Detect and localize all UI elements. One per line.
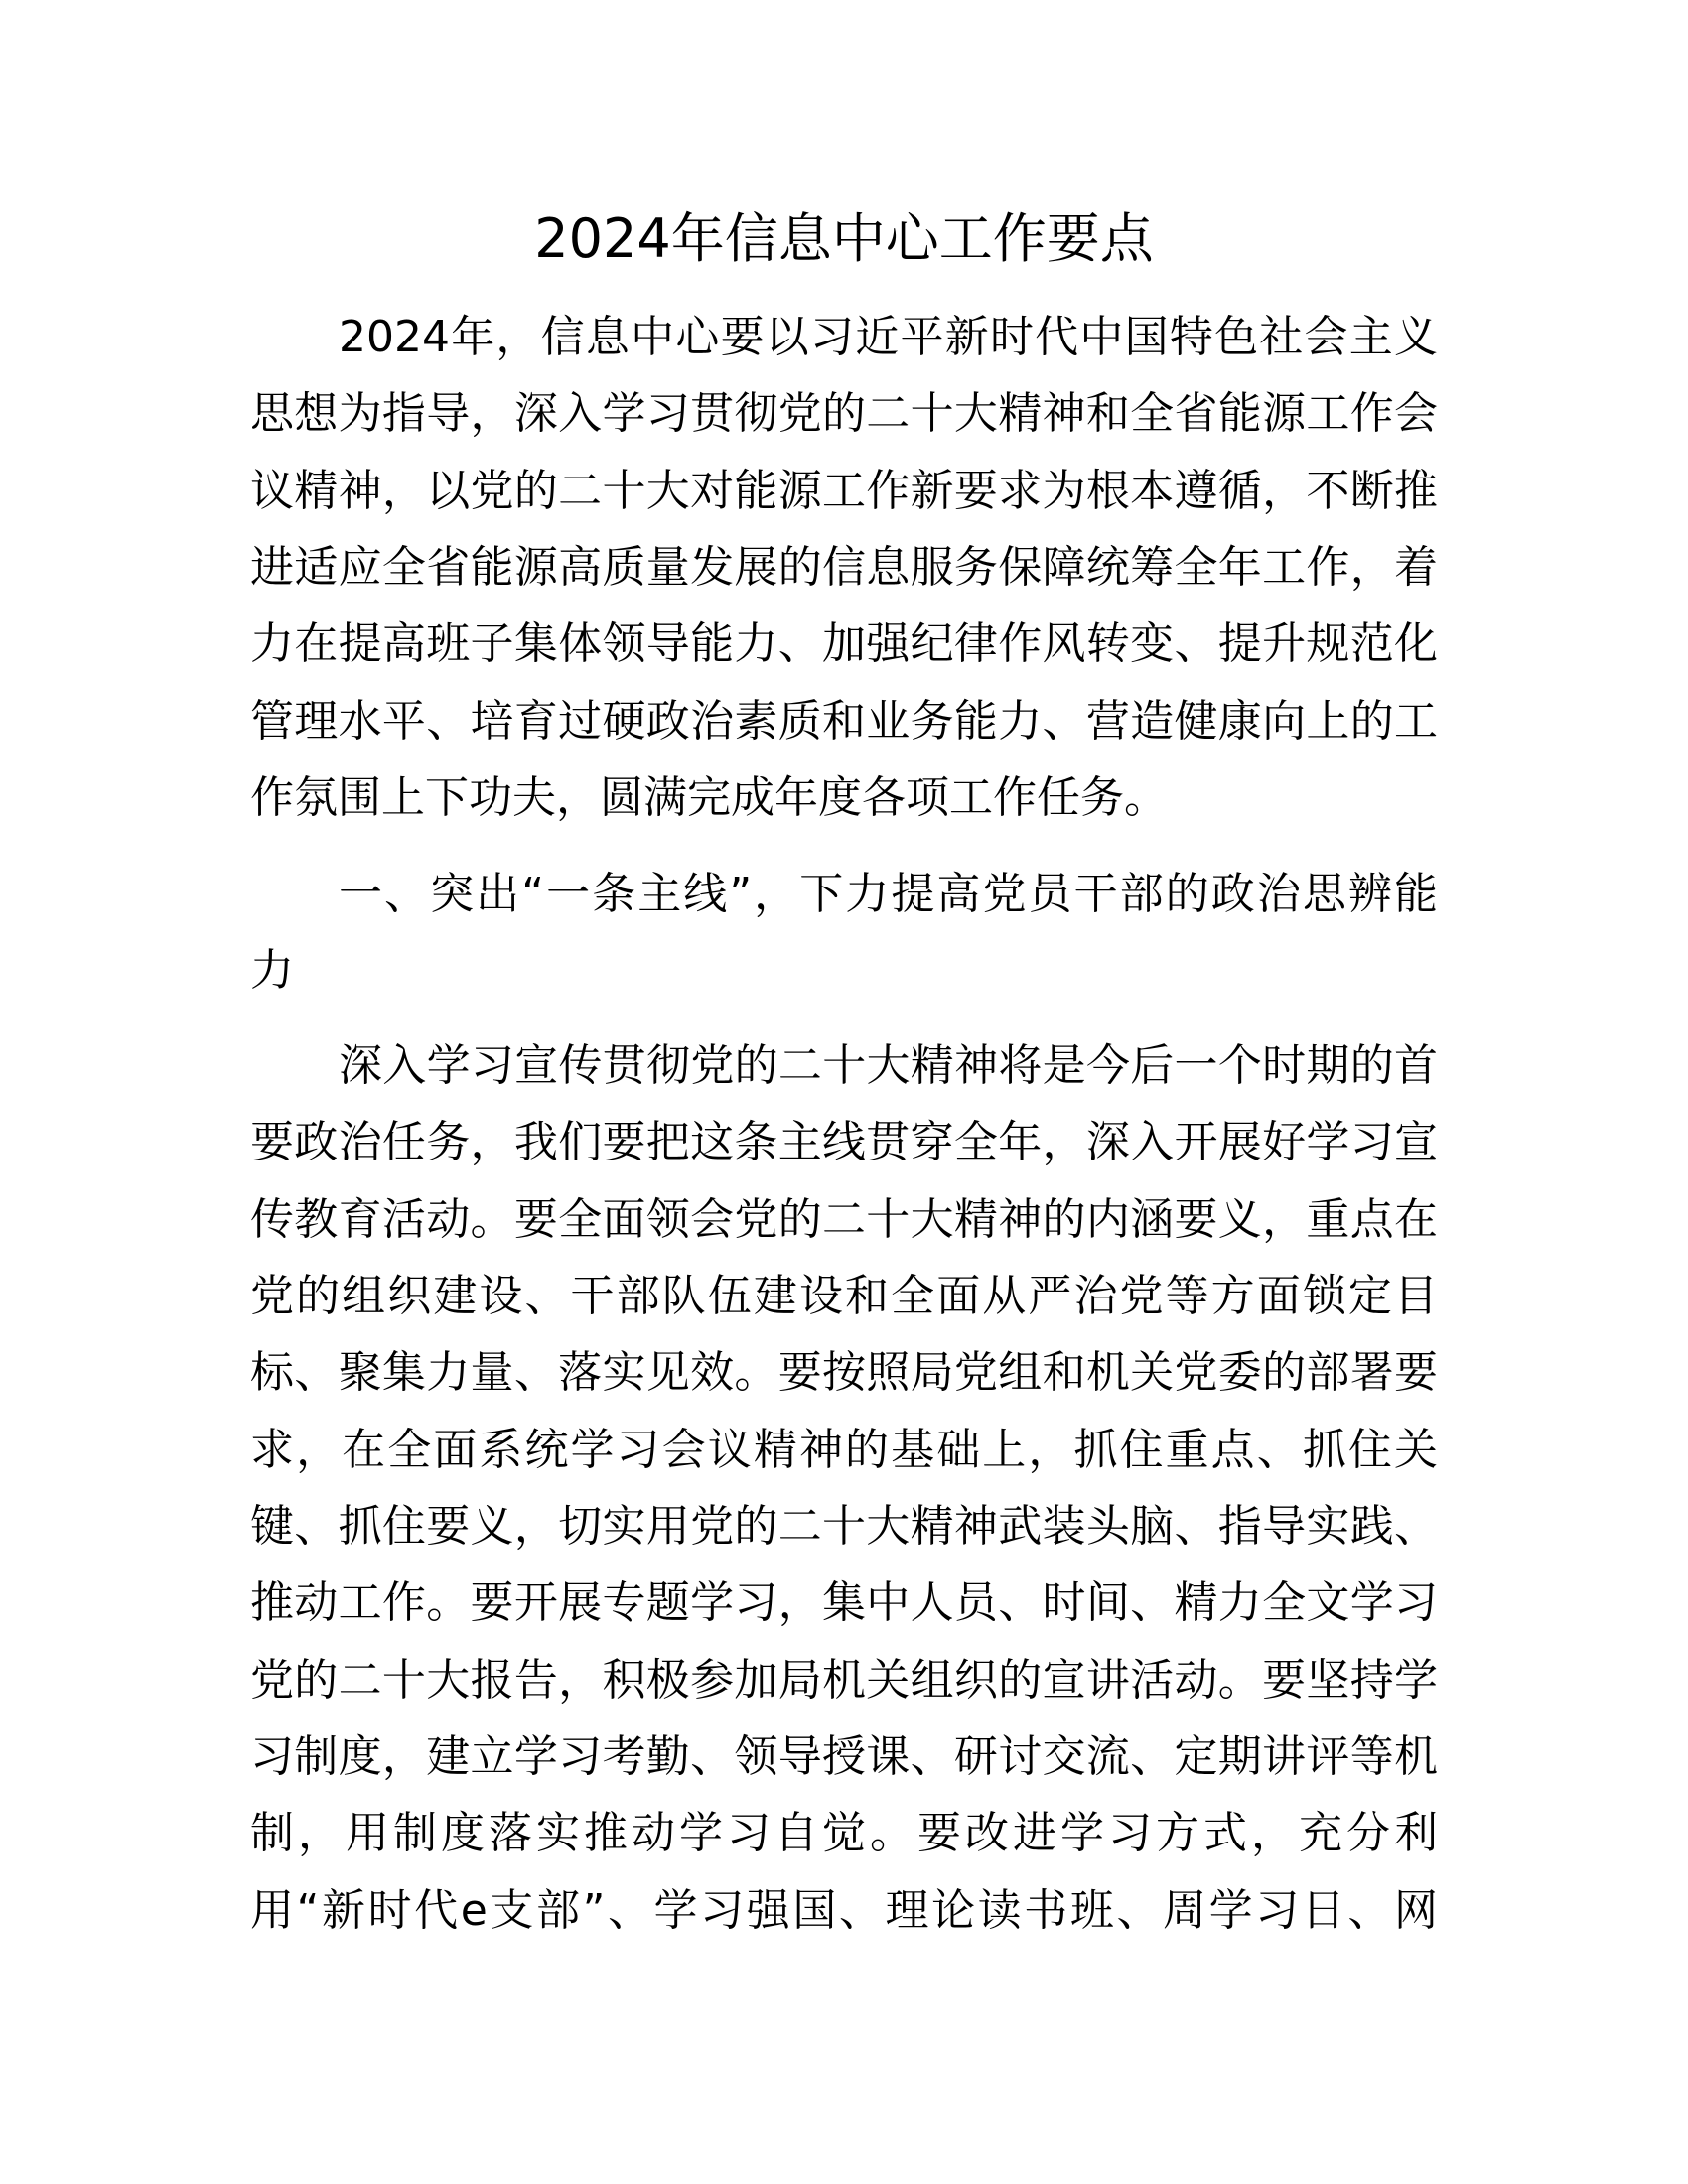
- document-title: 2024年信息中心工作要点: [534, 207, 1154, 270]
- paragraph-2-line-4: 党的组织建设、干部队伍建设和全面从严治党等方面锁定目: [250, 1271, 1438, 1321]
- paragraph-2-line-7: 键、抓住要义，切实用党的二十大精神武装头脑、指导实践、: [250, 1501, 1438, 1552]
- paragraph-2-line-11: 制，用制度落实推动学习自觉。要改进学习方式，充分利: [250, 1808, 1438, 1858]
- paragraph-2-line-12: 用“新时代e支部”、学习强国、理论读书班、周学习日、网: [250, 1885, 1438, 1936]
- paragraph-2-line-5: 标、聚集力量、落实见效。要按照局党组和机关党委的部署要: [250, 1347, 1438, 1398]
- paragraph-1-line-7: 作氛围上下功夫，圆满完成年度各项工作任务。: [250, 772, 1168, 823]
- paragraph-1-line-2: 思想为指导，深入学习贯彻党的二十大精神和全省能源工作会: [250, 388, 1438, 439]
- paragraph-2-line-9: 党的二十大报告，积极参加局机关组织的宣讲活动。要坚持学: [250, 1655, 1438, 1706]
- paragraph-2-line-3: 传教育活动。要全面领会党的二十大精神的内涵要义，重点在: [250, 1194, 1438, 1245]
- section-heading-1-line-1: 一、突出“一条主线”，下力提高党员干部的政治思辨能: [339, 869, 1438, 919]
- paragraph-1-line-5: 力在提高班子集体领导能力、加强纪律作风转变、提升规范化: [250, 618, 1438, 669]
- section-heading-1-line-2: 力: [250, 945, 294, 996]
- paragraph-2-line-1: 深入学习宣传贯彻党的二十大精神将是今后一个时期的首: [339, 1040, 1438, 1091]
- paragraph-1-line-3: 议精神，以党的二十大对能源工作新要求为根本遵循，不断推: [250, 466, 1438, 516]
- paragraph-2-line-2: 要政治任务，我们要把这条主线贯穿全年，深入开展好学习宣: [250, 1117, 1438, 1167]
- paragraph-2-line-8: 推动工作。要开展专题学习，集中人员、时间、精力全文学习: [250, 1577, 1438, 1628]
- paragraph-1-line-4: 进适应全省能源高质量发展的信息服务保障统筹全年工作，着: [250, 542, 1438, 593]
- paragraph-2-line-10: 习制度，建立学习考勤、领导授课、研讨交流、定期讲评等机: [250, 1731, 1438, 1782]
- paragraph-1-line-6: 管理水平、培育过硬政治素质和业务能力、营造健康向上的工: [250, 696, 1438, 747]
- paragraph-2-line-6: 求，在全面系统学习会议精神的基础上，抓住重点、抓住关: [250, 1425, 1438, 1475]
- paragraph-1-line-1: 2024年，信息中心要以习近平新时代中国特色社会主义: [339, 312, 1438, 362]
